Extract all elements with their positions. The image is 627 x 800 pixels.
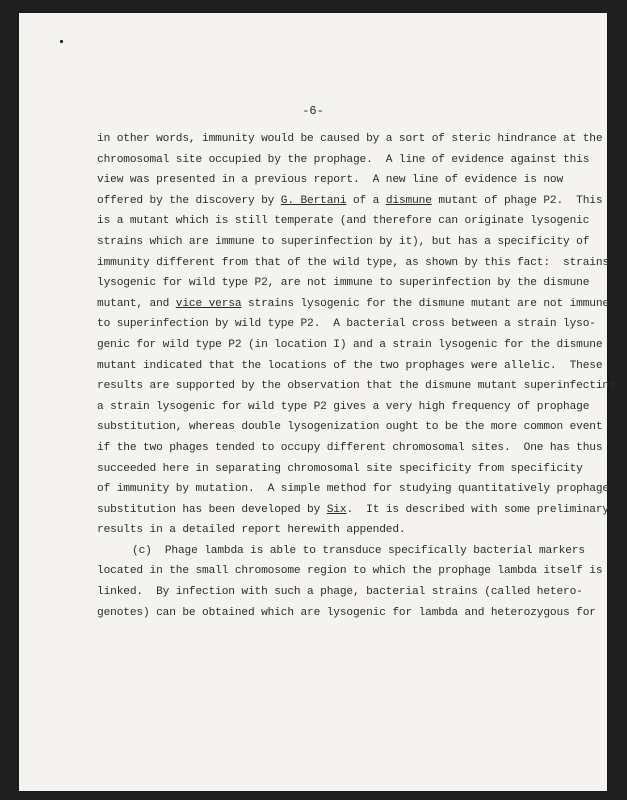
text-run: substitution has been developed by <box>97 503 327 516</box>
text-line <box>97 170 577 191</box>
text-run: strains lysogenic for the dismune mutant are not immune <box>241 297 609 310</box>
text-run: strains which are immune to superinfection by it), but has a specificity of <box>97 235 590 248</box>
underlined-text: dismune <box>385 194 432 207</box>
text-run: chromosomal site occupied by the prophage. A line of evidence against this <box>97 153 590 166</box>
text-line <box>97 603 596 624</box>
body-text <box>97 129 616 623</box>
text-run: of immunity by mutation. A simple method for studying quantitatively prophage <box>97 483 609 496</box>
text-line <box>97 376 616 397</box>
text-line <box>97 211 590 232</box>
text-line <box>97 129 603 150</box>
text-run: genic for wild type P2 (in location I) and a strain lysogenic for the dismune <box>97 338 603 351</box>
text-run: in other words, immunity would be caused by a sort of steric hindrance at the <box>97 133 603 145</box>
text-line <box>97 191 603 212</box>
text-run: results are supported by the observation that the dismune mutant superinfecting <box>97 380 616 393</box>
underlined-text: Six <box>326 503 347 516</box>
text-line <box>97 459 583 480</box>
text-run: is a mutant which is still temperate (and therefore can originate lysogenic <box>97 215 590 228</box>
text-run: immunity different from that of the wild type, as shown by this fact: strains <box>97 256 609 269</box>
text-line <box>97 294 609 315</box>
text-run: linked. By infection with such a phage, bacterial strains (called hetero- <box>97 586 583 599</box>
text-run: to superinfection by wild type P2. A bacterial cross between a strain lyso- <box>97 318 596 331</box>
text-run: genotes) can be obtained which are lysogenic for lambda and heterozygous for <box>97 606 596 619</box>
text-run: succeeded here in separating chromosomal site specificity from specificity <box>97 462 583 475</box>
text-run: substitution, whereas double lysogenization ought to be the more common event <box>97 421 603 434</box>
text-line <box>97 232 590 253</box>
text-run: mutant indicated that the locations of the two prophages were allelic. These <box>97 359 603 372</box>
text-run: mutant, and <box>97 297 176 310</box>
text-line <box>97 561 603 582</box>
text-line <box>97 397 590 418</box>
text-run: mutant of phage P2. This <box>431 194 603 207</box>
text-line <box>97 438 603 459</box>
text-run: located in the small chromosome region to which the prophage lambda itself is <box>97 565 603 578</box>
page-number: -6- <box>302 104 324 118</box>
text-run: a strain lysogenic for wild type P2 gives a very high frequency of prophage <box>97 400 590 413</box>
text-run: if the two phages tended to occupy different chromosomal sites. One has thus <box>97 441 603 454</box>
text-line <box>97 582 583 603</box>
text-run: lysogenic for wild type P2, are not immune to superinfection by the dismune <box>97 277 590 290</box>
text-line <box>97 273 590 294</box>
text-line <box>97 356 603 377</box>
underlined-text: G. Bertani <box>280 194 347 207</box>
ink-speck <box>60 40 63 43</box>
text-line <box>97 500 609 521</box>
text-line <box>97 520 577 541</box>
text-run: of a <box>346 194 386 207</box>
text-line <box>97 314 596 335</box>
text-run: offered by the discovery by <box>97 194 281 207</box>
text-line <box>97 479 609 500</box>
text-line <box>97 541 585 562</box>
typewritten-page <box>19 13 616 791</box>
text-line <box>97 417 603 438</box>
text-run: (c) Phage lambda is able to transduce specifically bacterial markers <box>132 544 585 557</box>
text-run: . It is described with some preliminary <box>346 503 609 516</box>
text-line <box>97 150 590 171</box>
text-line <box>97 335 603 356</box>
underlined-text: vice versa <box>175 297 242 310</box>
text-run: view was presented in a previous report. A new line of evidence is now <box>97 174 564 187</box>
text-run: results in a detailed report herewith appended. <box>97 524 406 537</box>
text-line <box>97 253 609 274</box>
